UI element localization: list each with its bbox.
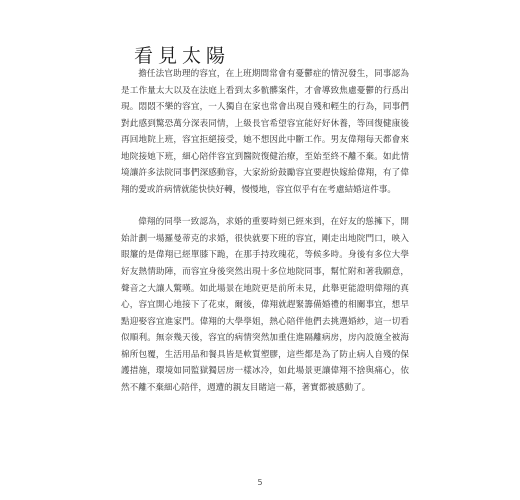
chapter-title: 看見太陽: [134, 44, 231, 67]
page-number: 5: [257, 478, 263, 487]
paragraph: 擔任法官助理的容宜，在上班期間常會有憂鬱症的情況發生，同事認為是工作量太大以及在法庭上看到太多骯髒案件，才會導致焦慮憂鬱的行爲出現。悶悶不樂的容宜，一人獨自在家也常會出現自殘和輕生的行為，同事們對此感到驚恐萬分深表同情，上級長官希望容宜能好好休養，等回復健康後再回地院上班，容宜拒絕接受，她不想因此中斷工作。男友偉翔每天都會來地院接她下班，細心陪伴容宜到醫院復健治療，至始至終不離不棄。如此情境讓許多法院同事們深感動容，大家紛紛鼓勵容宜要趕快嫁給偉翔，有了偉翔的愛或許病情就能快快好轉，慢慢地，容宜似乎有在考慮結婚這件事。: [121, 69, 409, 195]
chapter-body: [121, 66, 409, 396]
paragraph: 偉翔的同學一致認為，求婚的重要時刻已經來到，在好友的慫擁下，開始計劃一場羅曼蒂克的求婚，很快就要下班的容宜，剛走出地院門口，映入眼簾的是偉翔已經單膝下跪，在那手持玫瑰花，等候多時。身後有多位大學好友熱情助陣，而容宜身後突然出現十多位地院同事，幫忙附和著我願意，聲音之大讓人驚嘆。如此場景在地院更是前所未見，此舉更能證明偉翔的真心，容宜開心地接下了花束，爾後，偉翔就趕緊籌備婚禮的相關事宜，想早點迎娶容宜進家門。偉翔的大學學姐，熱心陪伴他們去挑選婚紗，這一切看似順利。無奈幾天後，容宜的病情突然加重住進隔離病房，房內設施全被海棉所包覆，生活用品和餐具皆是軟質塑膠，這些都是為了防止病人自殘的保護措施，環境如同監獄獨居房一樣冰冷，如此場景更讓偉翔不捨與痛心，依然不離不棄細心陪伴，週遭的親友目睹這一幕，著實都被感動了。: [121, 217, 409, 393]
